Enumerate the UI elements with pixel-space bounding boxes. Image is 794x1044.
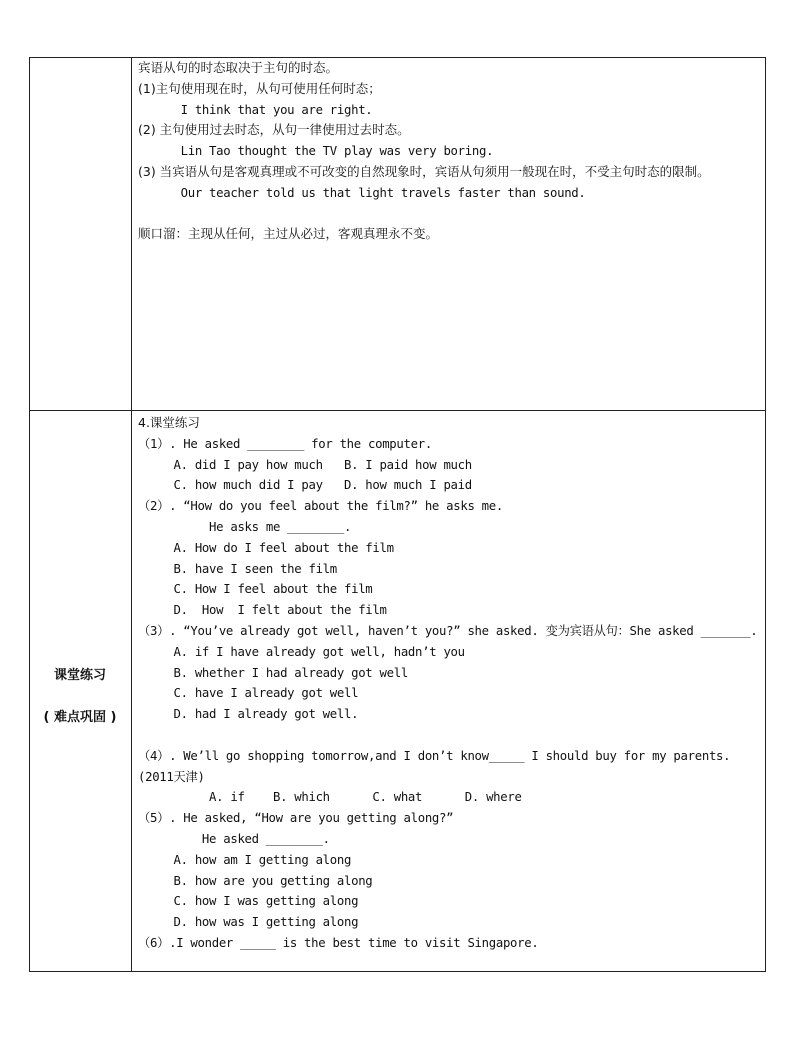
exercise-heading: 4.课堂练习 [138,415,200,430]
answer-option: C. How I feel about the film [138,582,373,597]
answer-option: A. How do I feel about the film [138,540,394,555]
note-line: (2) 主句使用过去时态，从句一律使用过去时态。 [138,122,410,138]
answer-option: D. How I felt about the film [138,603,387,618]
answer-option: B. whether I had already got well [138,665,408,680]
question: （2）. “How do you feel about the film?” he asks me. [138,499,503,514]
question-prompt: He asks me ________. [138,519,352,534]
answer-option: A. if I have already got well, hadn’t you [138,644,465,659]
column-divider [131,57,132,972]
question: （1）. He asked ________ for the computer. [138,436,432,451]
note-line: 宾语从句的时态取决于主句的时态。 [138,60,339,75]
mnemonic-rhyme: 顺口溜：主现从任何，主过从必过，客观真理永不变。 [138,226,439,242]
answer-options: C. how much did I pay D. how much I paid [138,478,472,493]
note-line: (3) 当宾语从句是客观真理或不可改变的自然现象时，宾语从句须用一般现在时，不受主句时态的限制。 [138,163,710,179]
question-prompt: He asked ________. [138,831,330,846]
question: （4）. We’ll go shopping tomorrow,and I don’t know_____ I should buy for my parents.(2011天津) [138,748,731,784]
answer-options: A. if B. which C. what D. where [138,790,522,805]
section-label-title: 课堂练习 [53,668,106,683]
answer-option: C. how I was getting along [138,894,359,909]
answer-option: B. have I seen the film [138,561,337,576]
blank-line [138,725,763,746]
example-sentence: I think that you are right. [138,102,373,117]
answer-option: D. had I already got well. [138,707,359,722]
question: （3）. “You’ve already got well, haven’t you?” she asked. 变为宾语从句：She asked _______. [138,623,758,638]
example-sentence: Our teacher told us that light travels faster than sound. [138,185,586,200]
answer-option: C. have I already got well [138,686,359,701]
blank-line [138,204,763,225]
section-label-subtitle: ( 难点巩固 ) [43,710,117,725]
question: （6）.I wonder _____ is the best time to visit Singapore. [138,935,539,950]
answer-option: B. how are you getting along [138,873,373,888]
grammar-notes-cell [138,58,763,245]
answer-options: A. did I pay how much B. I paid how much [138,457,472,472]
row-divider [29,410,766,411]
exercise-cell [138,413,763,954]
answer-option: A. how am I getting along [138,852,352,867]
note-line: (1)主句使用现在时，从句可使用任何时态； [138,80,381,96]
question: （5）. He asked, “How are you getting along?” [138,811,454,826]
example-sentence: Lin Tao thought the TV play was very boring. [138,144,494,159]
answer-option: D. how was I getting along [138,915,359,930]
